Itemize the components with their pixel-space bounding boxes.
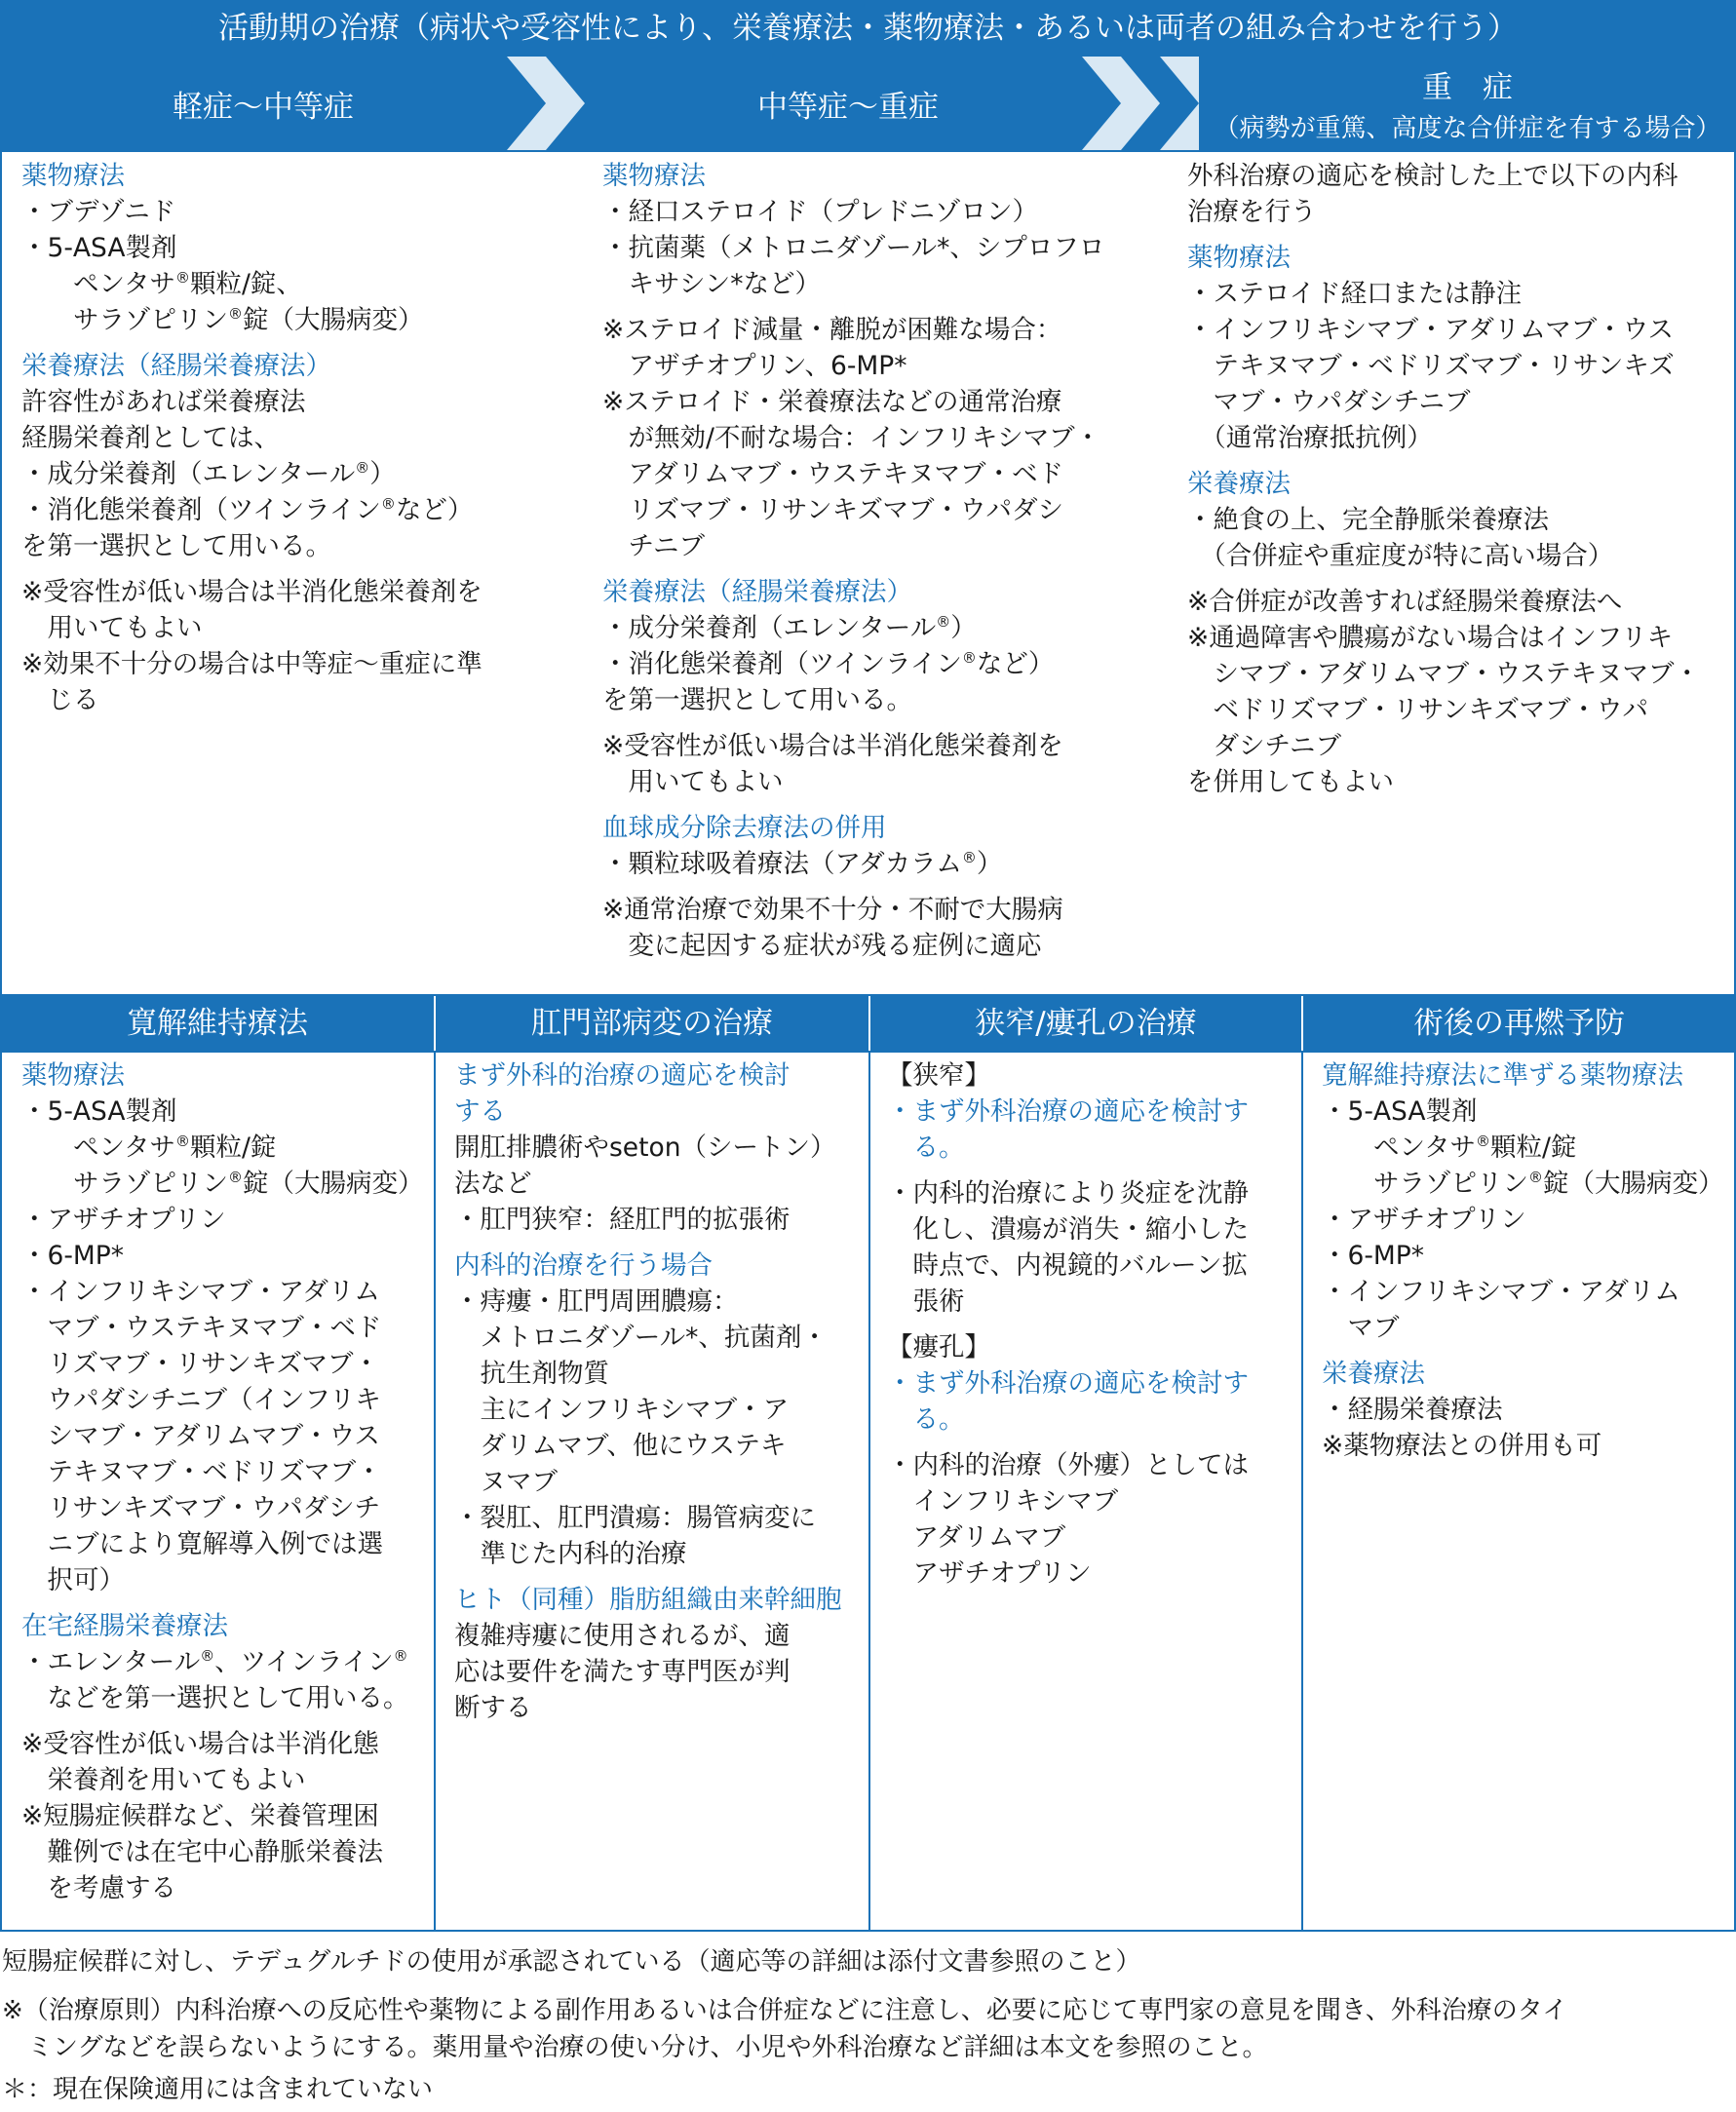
text-line: 【狭窄】: [887, 1060, 990, 1091]
text-line: ・6-MP*: [1322, 1241, 1425, 1271]
header-anal: 肛門部病変の治療: [435, 996, 869, 1051]
spacer: [454, 1572, 866, 1582]
spacer: [1187, 230, 1733, 240]
text-line: ・成分栄養剤（エレンタール®）: [602, 613, 977, 643]
text-line: 変に起因する症状が残る症例に適応: [602, 931, 1042, 961]
text-line: ・アザチオプリン: [1322, 1205, 1526, 1235]
text-line: ・内科的治療（外瘻）としては: [887, 1450, 1249, 1480]
text-line: ・経腸栄養療法: [1322, 1395, 1503, 1425]
text-line: ・アザチオプリン: [21, 1205, 226, 1235]
text-line: 【瘻孔】: [887, 1332, 990, 1363]
active-severe-column: [1187, 158, 1733, 800]
text-line: 択可）: [21, 1565, 125, 1595]
stage-moderate: [585, 57, 1111, 150]
text-line: を第一選択として用いる。: [21, 531, 331, 561]
text-line: ・5-ASA製剤: [21, 1096, 177, 1127]
text-line: ※受容性が低い場合は半消化態栄養剤を: [602, 731, 1063, 761]
spacer: [602, 302, 1168, 312]
text-line: 用いてもよい: [602, 767, 784, 797]
spacer: [887, 1320, 1298, 1329]
text-line: ・肛門狭窄：経肛門的拡張術: [454, 1205, 791, 1235]
text-line: サラゾピリン®錠（大腸病変）: [21, 1169, 424, 1199]
spacer: [1187, 456, 1733, 466]
text-line: が無効/不耐な場合：インフリキシマブ・: [602, 423, 1101, 453]
text-line: ・成分栄養剤（エレンタール®）: [21, 459, 396, 489]
spacer: [887, 1438, 1298, 1447]
text-line: ※受容性が低い場合は半消化態栄養剤を: [21, 577, 482, 607]
text-line: ヌマブ: [454, 1467, 558, 1497]
spacer: [21, 1598, 431, 1608]
text-line: マブ・ウパダシチニブ: [1187, 387, 1471, 417]
column-divider: [1301, 1051, 1303, 1932]
text-line: 複雑痔瘻に使用されるが、適: [454, 1621, 791, 1651]
section-heading: 薬物療法: [1187, 243, 1291, 273]
text-line: ・絶食の上、完全静脈栄養療法: [1187, 505, 1549, 535]
text-line: 主にインフリキシマブ・ア: [454, 1395, 790, 1425]
text-line: を第一選択として用いる。: [602, 685, 912, 715]
text-line: テキヌマブ・ベドリズマブ・: [21, 1457, 382, 1487]
header-divider: [868, 996, 870, 1051]
text-line: などを第一選択として用いる。: [21, 1683, 409, 1713]
section-heading: ヒト（同種）脂肪組織由来幹細胞: [454, 1585, 842, 1615]
spacer: [602, 564, 1168, 574]
text-line: ・ステロイド経口または静注: [1187, 279, 1523, 309]
text-line: ダシチニブ: [1187, 731, 1341, 761]
text-line: （合併症や重症度が特に高い場合）: [1187, 541, 1614, 571]
text-line: ニブにより寛解導入例では選: [21, 1529, 383, 1559]
column-divider: [868, 1051, 870, 1932]
spacer: [21, 1716, 431, 1726]
text-line: メトロニダゾール*、抗菌剤・: [454, 1323, 828, 1353]
text-line: 法など: [454, 1169, 532, 1199]
maintenance-column: [21, 1057, 431, 1906]
section-heading: 薬物療法: [602, 161, 706, 191]
text-line: ・6-MP*: [21, 1241, 125, 1271]
text-line: 開肛排膿術やseton（シートン）: [454, 1133, 836, 1163]
text-line: インフリキシマブ: [887, 1486, 1119, 1517]
anal-column: [454, 1057, 866, 1726]
text-line: ※合併症が改善すれば経腸栄養療法へ: [1187, 587, 1623, 617]
active-moderate-column: [602, 158, 1168, 964]
footer-note-2b: ミングなどを誤らないようにする。薬用量や治療の使い分け、小児や外科治療など詳細は本文を参照のこと。: [2, 2033, 1268, 2062]
text-line: アダリムマブ・ウステキヌマブ・ベド: [602, 459, 1064, 489]
text-line: ※効果不十分の場合は中等症〜重症に準: [21, 649, 482, 679]
section-heading: 在宅経腸栄養療法: [21, 1611, 228, 1641]
text-line: チニブ: [602, 531, 705, 561]
text-line: 用いてもよい: [21, 613, 203, 643]
header-stricture: 狭窄/瘻孔の治療: [869, 996, 1302, 1051]
text-line: ※薬物療法との併用も可: [1322, 1431, 1602, 1461]
text-line: ※短腸症候群など、栄養管理困: [21, 1801, 379, 1831]
text-line: ・顆粒球吸着療法（アダカラム®）: [602, 849, 1003, 879]
spacer: [887, 1166, 1298, 1175]
section-heading: 内科的治療を行う場合: [454, 1250, 713, 1281]
text-line: アザチオプリン、6-MP*: [602, 351, 907, 381]
text-line: サラゾピリン®錠（大腸病変）: [1322, 1169, 1724, 1199]
text-line: ・裂肛、肛門潰瘍：腸管病変に: [454, 1503, 816, 1533]
stage-mild: [0, 57, 526, 150]
text-line: アザチオプリン: [887, 1558, 1092, 1589]
text-line: 断する: [454, 1693, 532, 1723]
text-line: を考慮する: [21, 1873, 176, 1903]
text-line: 外科治療の適応を検討した上で以下の内科: [1187, 161, 1678, 191]
section-heading: ・まず外科治療の適応を検討す: [887, 1368, 1249, 1399]
text-line: ・経口ステロイド（プレドニゾロン）: [602, 197, 1039, 227]
text-line: ・痔瘻・肛門周囲膿瘍：: [454, 1286, 739, 1317]
text-line: 経腸栄養剤としては、: [21, 423, 280, 453]
spacer: [602, 800, 1168, 810]
text-line: 時点で、内視鏡的バルーン拡: [887, 1250, 1248, 1281]
text-line: シマブ・アダリムマブ・ウス: [21, 1421, 380, 1451]
footer-note-2a: ※（治療原則）内科治療への反応性や薬物による副作用あるいは合併症などに注意し、必要に応じて専門家の意見を聞き、外科治療のタイ: [2, 1996, 1568, 2025]
footer-note-3: ＊：現在保険適用には含まれていない: [2, 2075, 434, 2104]
text-line: リズマブ・リサンキズマブ・: [21, 1349, 380, 1379]
spacer: [1322, 1346, 1733, 1356]
text-line: マブ: [1322, 1313, 1400, 1343]
text-line: ウパダシチニブ（インフリキ: [21, 1385, 381, 1415]
section-heading: 薬物療法: [21, 1060, 125, 1091]
spacer: [602, 718, 1168, 728]
text-line: ・5-ASA製剤: [1322, 1096, 1478, 1127]
text-line: ・5-ASA製剤: [21, 233, 177, 263]
text-line: 張術: [887, 1286, 965, 1317]
text-line: ・消化態栄養剤（ツインライン®など）: [21, 495, 474, 525]
text-line: ※通過障害や膿瘍がない場合はインフリキ: [1187, 623, 1674, 653]
spacer: [1187, 574, 1733, 584]
footer-note-1: 短腸症候群に対し、テデュグルチドの使用が承認されている（適応等の詳細は添付文書参照のこと）: [2, 1947, 1141, 1977]
text-line: ・抗菌薬（メトロニダゾール*、シプロフロ: [602, 233, 1105, 263]
text-line: ペンタサ®顆粒/錠: [1322, 1133, 1577, 1163]
text-line: ・ブデゾニド: [21, 197, 176, 227]
text-line: リサンキズマブ・ウパダシチ: [21, 1493, 381, 1523]
header-divider: [434, 996, 436, 1051]
spacer: [21, 564, 567, 574]
text-line: キサシン*など）: [602, 269, 822, 299]
text-line: ・内科的治療により炎症を沈静: [887, 1178, 1249, 1209]
text-line: 治療を行う: [1187, 197, 1317, 227]
header-postop: 術後の再燃予防: [1302, 996, 1736, 1051]
section-heading: ・まず外科治療の適応を検討す: [887, 1096, 1249, 1127]
chevron-separator-3: [1160, 57, 1199, 150]
text-line: 許容性があれば栄養療法: [21, 387, 306, 417]
text-line: ・インフリキシマブ・アダリム: [1322, 1277, 1680, 1307]
text-line: ペンタサ®顆粒/錠、: [21, 269, 302, 299]
text-line: ※ステロイド減量・離脱が困難な場合：: [602, 315, 1062, 345]
text-line: マブ・ウステキヌマブ・ベド: [21, 1313, 382, 1343]
text-line: 難例では在宅中心静脈栄養法: [21, 1837, 383, 1867]
text-line: リズマブ・リサンキズマブ・ウパダシ: [602, 495, 1064, 525]
header-divider: [1301, 996, 1303, 1051]
stricture-column: [887, 1057, 1298, 1592]
text-line: アダリムマブ: [887, 1522, 1066, 1553]
column-divider: [434, 1051, 436, 1932]
text-line: 応は要件を満たす専門医が判: [454, 1657, 791, 1687]
spacer: [454, 1238, 866, 1248]
active-mild-column: [21, 158, 567, 718]
top-title: 活動期の治療（病状や受容性により、栄養療法・薬物療法・あるいは両者の組み合わせを行う）: [0, 0, 1736, 57]
text-line: ・インフリキシマブ・アダリム: [21, 1277, 380, 1307]
section-heading: 栄養療法（経腸栄養療法）: [602, 577, 912, 607]
text-line: じる: [21, 685, 99, 715]
section-heading: する: [454, 1096, 506, 1127]
text-line: ペンタサ®顆粒/錠: [21, 1133, 277, 1163]
text-line: ※通常治療で効果不十分・不耐で大腸病: [602, 895, 1063, 925]
text-line: 栄養剤を用いてもよい: [21, 1765, 306, 1795]
section-heading: る。: [887, 1133, 965, 1163]
text-line: ・インフリキシマブ・アダリムマブ・ウス: [1187, 315, 1674, 345]
text-line: を併用してもよい: [1187, 767, 1394, 797]
section-heading: まず外科的治療の適応を検討: [454, 1060, 791, 1091]
postop-column: [1322, 1057, 1733, 1464]
header-maintenance: 寛解維持療法: [0, 996, 435, 1051]
text-line: ベドリズマブ・リサンキズマブ・ウパ: [1187, 695, 1649, 725]
section-heading: 栄養療法: [1322, 1359, 1425, 1389]
text-line: 準じた内科的治療: [454, 1539, 687, 1569]
text-line: ※ステロイド・栄養療法などの通常治療: [602, 387, 1062, 417]
section-heading: 薬物療法: [21, 161, 125, 191]
spacer: [21, 338, 567, 348]
text-line: 抗生剤物質: [454, 1359, 609, 1389]
section-heading: 栄養療法（経腸栄養療法）: [21, 351, 331, 381]
stage-severe-sublabel: （病勢が重篤、高度な合併症を有する場合）: [1214, 114, 1721, 143]
text-line: テキヌマブ・ベドリズマブ・リサンキズ: [1187, 351, 1675, 381]
section-heading: 栄養療法: [1187, 469, 1291, 499]
text-line: ・エレンタール®、ツインライン®: [21, 1647, 408, 1677]
stage-severe: [1199, 57, 1736, 150]
text-line: ダリムマブ、他にウステキ: [454, 1431, 787, 1461]
spacer: [602, 882, 1168, 892]
text-line: サラゾピリン®錠（大腸病変）: [21, 305, 424, 335]
text-line: ・消化態栄養剤（ツインライン®など）: [602, 649, 1055, 679]
stage-moderate-label: 中等症〜重症: [757, 89, 939, 125]
stage-severe-label: 重 症: [1422, 70, 1513, 105]
section-heading: 血球成分除去療法の併用: [602, 813, 887, 843]
text-line: シマブ・アダリムマブ・ウステキヌマブ・: [1187, 659, 1701, 689]
text-line: （通常治療抵抗例）: [1187, 423, 1433, 453]
text-line: 化し、潰瘍が消失・縮小した: [887, 1214, 1249, 1245]
section-heading: 寛解維持療法に準ずる薬物療法: [1322, 1060, 1683, 1091]
stage-mild-label: 軽症〜中等症: [173, 89, 354, 125]
text-line: ※受容性が低い場合は半消化態: [21, 1729, 379, 1759]
section-heading: る。: [887, 1404, 965, 1435]
